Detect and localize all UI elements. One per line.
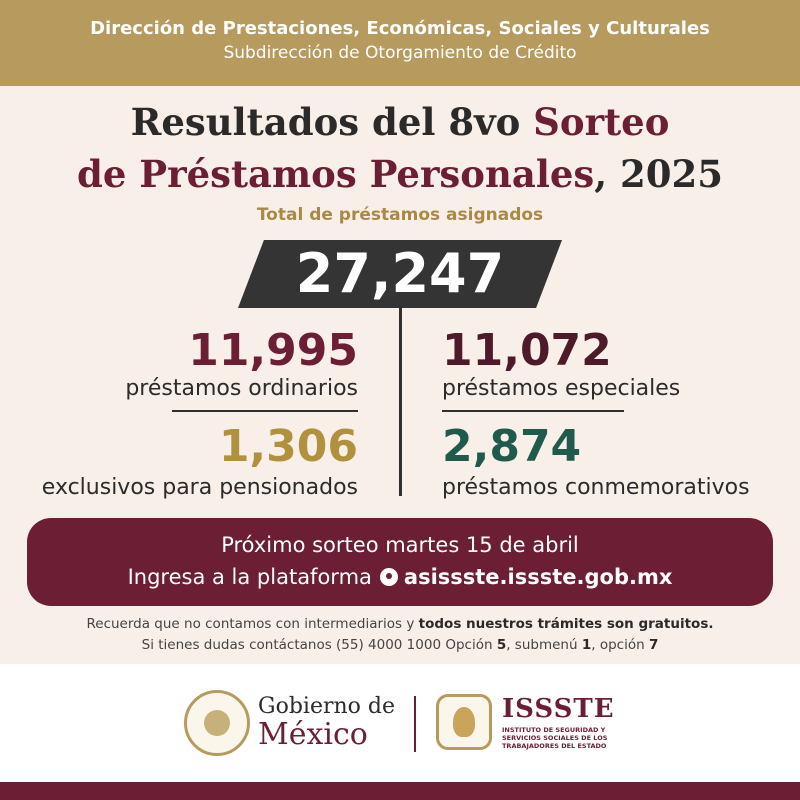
issste-subtitle: INSTITUTO DE SEGURIDAD Y SERVICIOS SOCIALES DE LOS TRABAJADORES DEL ESTADO	[502, 726, 608, 750]
notice-line1	[0, 616, 800, 632]
option-text: , opción	[591, 637, 649, 653]
submenu-number: 1	[581, 637, 592, 653]
platform-line	[27, 565, 773, 589]
gob-logo-line2: México	[258, 717, 368, 752]
title-line2	[0, 148, 800, 200]
footer-bar	[0, 782, 800, 800]
center-divider	[399, 306, 402, 496]
page-title	[0, 96, 800, 200]
especiales-label: préstamos especiales	[442, 376, 681, 401]
conmemorativos-value: 2,874	[442, 421, 582, 472]
footer	[0, 664, 800, 782]
total-label: Total de préstamos asignados	[256, 205, 544, 225]
gob-logo-line1: Gobierno de	[258, 694, 395, 719]
next-draw-banner	[27, 518, 773, 606]
ordinarios-label: préstamos ordinarios	[125, 376, 358, 401]
pensionados-value: 1,306	[218, 421, 358, 472]
notice-line2	[0, 637, 800, 653]
title-line1	[0, 96, 800, 148]
notice-line1-bold: todos nuestros trámites son gratuitos.	[418, 616, 714, 632]
platform-link[interactable]: asissste.issste.gob.mx	[403, 565, 673, 589]
title-line2-accent: de Préstamos Personales	[76, 152, 595, 196]
notice-line2-text: Si tienes dudas contáctanos (55) 4000 1000 Opción	[141, 637, 497, 653]
ordinarios-value: 11,995	[188, 325, 358, 376]
platform-prefix: Ingresa a la plataforma	[127, 565, 372, 589]
notice-line1-text: Recuerda que no contamos con intermediarios y	[86, 616, 419, 632]
location-pin-icon	[380, 568, 398, 586]
option-number: 5	[496, 637, 507, 653]
header-subtitle: Subdirección de Otorgamiento de Crédito	[223, 43, 577, 63]
title-line1-accent: Sorteo	[533, 100, 670, 144]
submenu-text: , submenú	[506, 637, 582, 653]
next-draw-date: Próximo sorteo martes 15 de abril	[221, 533, 579, 557]
header-title: Dirección de Prestaciones, Económicas, Sociales y Culturales	[90, 18, 710, 39]
title-line1-part1: Resultados del 8vo	[130, 100, 534, 144]
final-option-number: 7	[648, 637, 659, 653]
conmemorativos-label: préstamos conmemorativos	[442, 475, 750, 500]
mexico-coat-of-arms-icon	[184, 690, 250, 756]
header-band	[0, 0, 800, 86]
issste-logo-icon	[436, 694, 492, 750]
pensionados-label: exclusivos para pensionados	[41, 475, 358, 500]
title-line2-year: , 2025	[594, 152, 723, 196]
especiales-value: 11,072	[442, 325, 612, 376]
left-divider	[172, 410, 358, 412]
right-divider	[442, 410, 624, 412]
footer-divider	[414, 696, 416, 752]
issste-name: ISSSTE	[502, 694, 615, 724]
total-value: 27,247	[295, 242, 505, 305]
